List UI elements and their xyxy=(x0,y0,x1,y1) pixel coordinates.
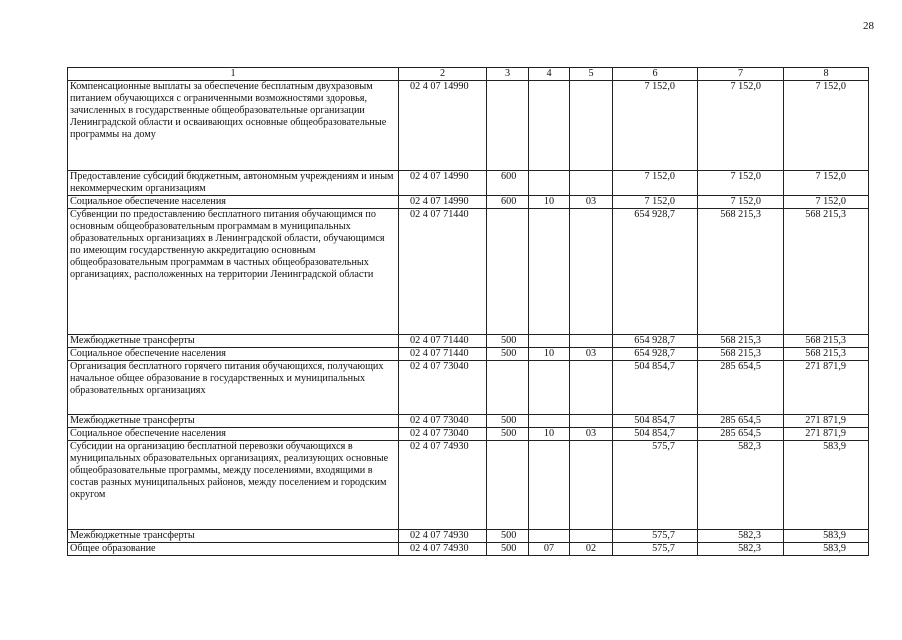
row-vr: 500 xyxy=(487,415,529,428)
row-value-8: 583,9 xyxy=(784,543,869,556)
row-pr: 03 xyxy=(570,196,613,209)
row-value-8: 7 152,0 xyxy=(784,81,869,171)
table-row xyxy=(68,81,869,171)
row-value-8: 568 215,3 xyxy=(784,348,869,361)
row-name: Общее образование xyxy=(68,543,399,556)
row-name: Субвенции по предоставлению бесплатного питания обучающимся по основным общеобразовательным программам в муниципальных образовательных организациях в Ленинградской области, обучающимся по имеющим государственную аккредитацию основным общеобразовательным программам в частных общеобразовательных организациях, расположенных на территории Ленинградской области xyxy=(68,209,399,335)
row-rz xyxy=(529,209,570,335)
row-vr: 500 xyxy=(487,428,529,441)
row-value-6: 7 152,0 xyxy=(613,81,698,171)
row-rz xyxy=(529,530,570,543)
row-value-8: 583,9 xyxy=(784,530,869,543)
row-value-8: 583,9 xyxy=(784,441,869,530)
row-pr xyxy=(570,209,613,335)
header-cell-2: 2 xyxy=(399,68,487,81)
row-name: Социальное обеспечение населения xyxy=(68,196,399,209)
row-vr xyxy=(487,81,529,171)
row-value-6: 654 928,7 xyxy=(613,348,698,361)
row-value-7: 285 654,5 xyxy=(698,415,784,428)
row-rz xyxy=(529,441,570,530)
row-value-6: 504 854,7 xyxy=(613,361,698,415)
row-name: Компенсационные выплаты за обеспечение бесплатным двухразовым питанием обучающихся с ограниченными возможностями здоровья, зачисленных в государственные общеобразовательные организации Ленинградской области и осваивающих основные общеобразовательные программы на дому xyxy=(68,81,399,171)
row-vr: 500 xyxy=(487,335,529,348)
table-row xyxy=(68,530,869,543)
table-row xyxy=(68,209,869,335)
row-rz xyxy=(529,335,570,348)
row-pr xyxy=(570,171,613,196)
row-value-7: 582,3 xyxy=(698,530,784,543)
row-code: 02 4 07 73040 xyxy=(399,428,487,441)
row-vr: 500 xyxy=(487,543,529,556)
header-row xyxy=(68,68,869,81)
header-cell-8: 8 xyxy=(784,68,869,81)
row-value-7: 7 152,0 xyxy=(698,81,784,171)
row-pr xyxy=(570,441,613,530)
row-code: 02 4 07 14990 xyxy=(399,81,487,171)
header-cell-4: 4 xyxy=(529,68,570,81)
row-rz: 07 xyxy=(529,543,570,556)
row-pr xyxy=(570,530,613,543)
row-code: 02 4 07 14990 xyxy=(399,196,487,209)
row-code: 02 4 07 71440 xyxy=(399,335,487,348)
table-row xyxy=(68,415,869,428)
row-value-7: 582,3 xyxy=(698,441,784,530)
row-vr xyxy=(487,209,529,335)
row-rz: 10 xyxy=(529,196,570,209)
row-value-7: 285 654,5 xyxy=(698,361,784,415)
row-rz: 10 xyxy=(529,428,570,441)
header-cell-1: 1 xyxy=(68,68,399,81)
row-name: Социальное обеспечение населения xyxy=(68,428,399,441)
row-value-8: 271 871,9 xyxy=(784,428,869,441)
row-rz: 10 xyxy=(529,348,570,361)
row-vr: 500 xyxy=(487,348,529,361)
table-row xyxy=(68,361,869,415)
row-name: Субсидии на организацию бесплатной перевозки обучающихся в муниципальных образовательных организациях, реализующих основные общеобразовательные программы, между поселениями, входящими в состав разных муниципальных районов, между поселением и городским округом xyxy=(68,441,399,530)
row-pr: 03 xyxy=(570,428,613,441)
row-value-6: 654 928,7 xyxy=(613,335,698,348)
table-row xyxy=(68,348,869,361)
row-name: Организация бесплатного горячего питания обучающихся, получающих начальное общее образование в государственных и муниципальных образовательных организациях xyxy=(68,361,399,415)
row-value-7: 285 654,5 xyxy=(698,428,784,441)
budget-table xyxy=(67,67,869,556)
row-pr xyxy=(570,335,613,348)
table-row xyxy=(68,196,869,209)
row-name: Социальное обеспечение населения xyxy=(68,348,399,361)
row-value-7: 568 215,3 xyxy=(698,209,784,335)
row-value-8: 271 871,9 xyxy=(784,361,869,415)
row-rz xyxy=(529,81,570,171)
row-name: Межбюджетные трансферты xyxy=(68,530,399,543)
row-value-6: 7 152,0 xyxy=(613,196,698,209)
row-value-8: 7 152,0 xyxy=(784,171,869,196)
row-pr xyxy=(570,361,613,415)
row-pr: 03 xyxy=(570,348,613,361)
row-value-6: 575,7 xyxy=(613,543,698,556)
table-row xyxy=(68,441,869,530)
header-cell-7: 7 xyxy=(698,68,784,81)
row-value-7: 582,3 xyxy=(698,543,784,556)
row-code: 02 4 07 73040 xyxy=(399,361,487,415)
row-value-8: 271 871,9 xyxy=(784,415,869,428)
row-value-6: 575,7 xyxy=(613,441,698,530)
row-value-6: 7 152,0 xyxy=(613,171,698,196)
row-rz xyxy=(529,171,570,196)
row-rz xyxy=(529,415,570,428)
row-name: Предоставление субсидий бюджетным, автономным учреждениям и иным некоммерческим организациям xyxy=(68,171,399,196)
row-value-7: 7 152,0 xyxy=(698,171,784,196)
table-row xyxy=(68,335,869,348)
row-value-6: 575,7 xyxy=(613,530,698,543)
row-code: 02 4 07 73040 xyxy=(399,415,487,428)
row-value-6: 654 928,7 xyxy=(613,209,698,335)
row-code: 02 4 07 71440 xyxy=(399,209,487,335)
table-row xyxy=(68,171,869,196)
row-pr: 02 xyxy=(570,543,613,556)
row-value-8: 568 215,3 xyxy=(784,209,869,335)
table-body xyxy=(68,68,869,556)
row-code: 02 4 07 14990 xyxy=(399,171,487,196)
row-vr: 500 xyxy=(487,530,529,543)
table-row xyxy=(68,543,869,556)
row-vr: 600 xyxy=(487,171,529,196)
row-value-8: 7 152,0 xyxy=(784,196,869,209)
row-code: 02 4 07 74930 xyxy=(399,543,487,556)
row-code: 02 4 07 71440 xyxy=(399,348,487,361)
page-number: 28 xyxy=(863,20,874,32)
row-name: Межбюджетные трансферты xyxy=(68,335,399,348)
row-code: 02 4 07 74930 xyxy=(399,441,487,530)
row-vr: 600 xyxy=(487,196,529,209)
row-pr xyxy=(570,81,613,171)
table-row xyxy=(68,428,869,441)
row-name: Межбюджетные трансферты xyxy=(68,415,399,428)
row-vr xyxy=(487,361,529,415)
row-vr xyxy=(487,441,529,530)
row-value-7: 568 215,3 xyxy=(698,348,784,361)
row-rz xyxy=(529,361,570,415)
row-value-7: 568 215,3 xyxy=(698,335,784,348)
header-cell-6: 6 xyxy=(613,68,698,81)
header-cell-3: 3 xyxy=(487,68,529,81)
row-pr xyxy=(570,415,613,428)
row-value-6: 504 854,7 xyxy=(613,415,698,428)
row-value-6: 504 854,7 xyxy=(613,428,698,441)
row-value-7: 7 152,0 xyxy=(698,196,784,209)
row-value-8: 568 215,3 xyxy=(784,335,869,348)
header-cell-5: 5 xyxy=(570,68,613,81)
row-code: 02 4 07 74930 xyxy=(399,530,487,543)
